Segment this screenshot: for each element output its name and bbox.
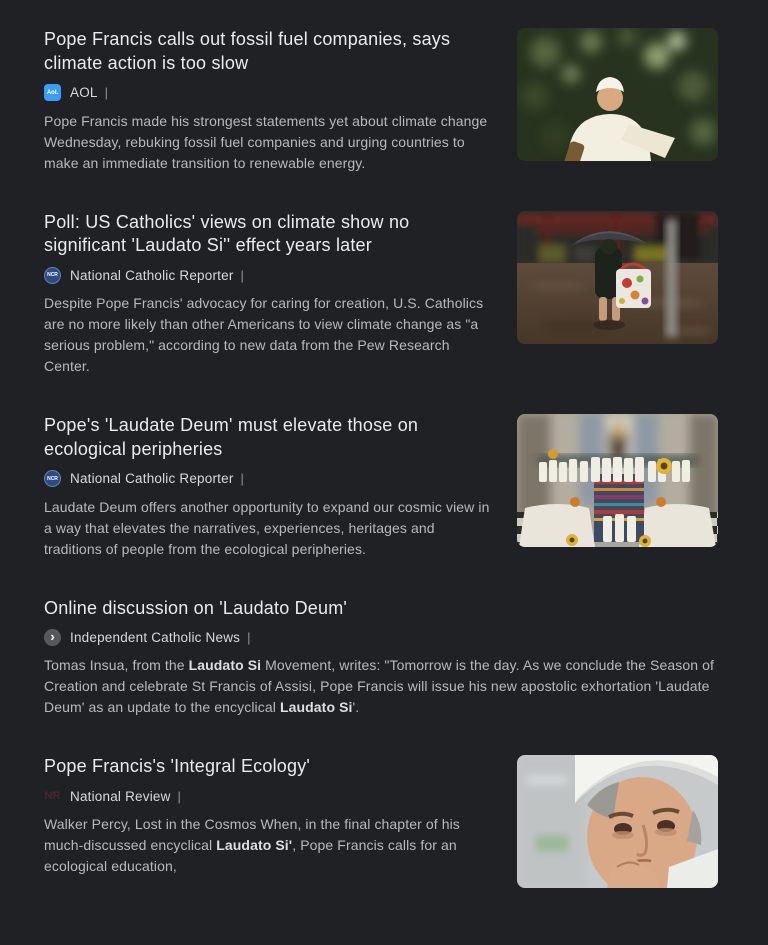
description-bold-text: Laudato Si' [216, 837, 293, 853]
article-description [44, 814, 493, 877]
aol-logo-icon: Aol. [44, 84, 61, 101]
description-text: Walker Percy, Lost in the Cosmos When, in the final chapter of his much-discussed encyclical [44, 816, 460, 853]
article-card[interactable] [44, 414, 718, 560]
source-name: AOL [70, 85, 98, 100]
article-thumbnail[interactable] [517, 414, 718, 547]
article-card[interactable] [44, 211, 718, 378]
article-description [44, 655, 718, 718]
article-description: Despite Pope Francis' advocacy for caring for creation, U.S. Catholics are no more likely than other Americans to view climate change as "a serious problem," according to new data from the Pew Research Center. [44, 295, 484, 374]
description-text: , Pope Francis calls for an ecological education, [44, 837, 457, 874]
article-title[interactable]: Pope Francis calls out fossil fuel companies, says climate action is too slow [44, 29, 451, 73]
pope-outdoors-photo-art [517, 28, 718, 161]
article-source-row [44, 786, 493, 806]
article-card[interactable] [44, 597, 718, 719]
source-name: National Catholic Reporter [70, 471, 234, 486]
article-thumbnail[interactable] [517, 755, 718, 888]
source-separator: | [104, 85, 109, 100]
description-text: Tomas Insua, from the [44, 657, 189, 674]
article-text-column [44, 597, 718, 719]
pope-closeup-photo-art [517, 755, 718, 888]
flood-photo-art [517, 211, 718, 344]
description-text: Movement, writes: "Tomorrow is the day. As we conclude the Season of Creation and celebrate St Francis of Assisi, Pope Francis will issue his new apostolic exhortation 'Laudate Deum' as an update to the encyclical [44, 657, 714, 716]
source-separator: | [240, 471, 244, 486]
source-name: National Catholic Reporter [70, 267, 234, 283]
article-title[interactable]: Pope's 'Laudate Deum' must elevate those on ecological peripheries [44, 415, 419, 459]
article-source-row [44, 265, 493, 285]
source-name: National Review [70, 788, 171, 804]
article-text-column [44, 755, 517, 877]
article-thumbnail[interactable] [517, 211, 718, 344]
article-text-column [44, 211, 517, 378]
source-separator: | [240, 267, 244, 283]
source-separator: | [247, 629, 251, 645]
ncr-logo-icon: NCR [44, 470, 61, 487]
article-card[interactable] [44, 28, 718, 174]
article-title[interactable]: Online discussion on 'Laudato Deum' [44, 597, 348, 618]
article-source-row [44, 469, 493, 489]
description-bold-text: Laudato Si [279, 699, 353, 716]
article-text-column [44, 414, 517, 560]
article-thumbnail[interactable] [517, 28, 718, 161]
description-bold-text: Laudato Si [188, 657, 262, 674]
article-description: Laudate Deum offers another opportunity to expand our cosmic view in a way that elevates the narratives, experiences, heritages and traditions of people from the ecological peripheries. [44, 498, 490, 557]
article-title[interactable]: Pope Francis's 'Integral Ecology' [44, 756, 311, 777]
independent-catholic-news-logo-icon: › [44, 629, 61, 646]
altar-candles-photo-art [517, 414, 718, 547]
article-description: Pope Francis made his strongest statements yet about climate change Wednesday, rebuking fossil fuel companies and urging countries to make an immediate transition to renewable energy. [44, 112, 488, 171]
national-review-logo-icon: NR [44, 790, 61, 802]
article-source-row [44, 83, 493, 103]
description-text: '. [352, 699, 360, 716]
source-name: Independent Catholic News [70, 629, 241, 645]
article-title[interactable]: Poll: US Catholics' views on climate show no significant 'Laudato Si'' effect years later [44, 211, 410, 256]
article-text-column [44, 28, 517, 174]
source-separator: | [177, 788, 181, 804]
article-card[interactable] [44, 755, 718, 888]
ncr-logo-icon: NCR [44, 267, 61, 284]
article-source-row [44, 627, 718, 647]
